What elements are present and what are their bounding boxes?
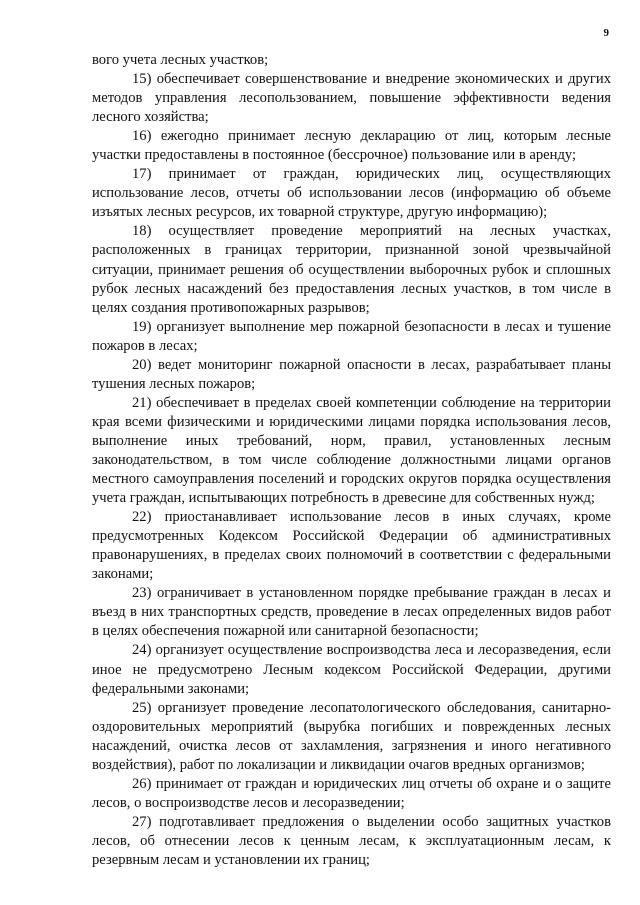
document-body <box>92 51 611 870</box>
paragraph-item-24: 24) организует осуществление воспроизводства леса и лесоразведения, если иное не предусмотрено Лесным кодексом Российской Федерации, другими федеральными законами; <box>92 642 611 697</box>
paragraph-item-16: 16) ежегодно принимает лесную декларацию от лиц, которым лесные участки предоставлены в постоянное (бессрочное) пользование или в аренду; <box>92 128 611 164</box>
paragraph-continuation: вого учета лесных участков; <box>92 52 269 68</box>
paragraph-item-18: 18) осуществляет проведение мероприятий на лесных участках, расположенных в границах территории, признанной зоной чрезвычайной ситуации, принимает решения об осуществлении выборочных рубок и сплошных рубок лесных насаждений без предоставления лесных участков, в том числе в целях создания противопожарных разрывов; <box>92 223 611 316</box>
paragraph-item-21: 21) обеспечивает в пределах своей компетенции соблюдение на территории края всеми физическими и юридическими лицами порядка использования лесов, выполнение иных требований, норм, правил, установленных лесным законодательством, в том числе соблюдение должностными лицами органов местного самоуправления поселений и городских округов порядка осуществления учета граждан, испытывающих потребность в древесине для собственных нужд; <box>92 394 611 507</box>
paragraph-item-27: 27) подготавливает предложения о выделении особо защитных участков лесов, об отнесении лесов к ценным лесам, к эксплуатационным лесам, к резервным лесам и установлении их границ; <box>92 813 611 868</box>
paragraph-item-22: 22) приостанавливает использование лесов в иных случаях, кроме предусмотренных Кодексом Российской Федерации об административных правонарушениях, в пределах своих полномочий в соответствии с федеральными законами; <box>92 509 611 583</box>
paragraph-item-19: 19) организует выполнение мер пожарной безопасности в лесах и тушение пожаров в лесах; <box>92 318 611 354</box>
page-number: 9 <box>603 27 609 39</box>
paragraph-item-15: 15) обеспечивает совершенствование и внедрение экономических и других методов управления лесопользованием, повышение эффективности ведения лесного хозяйства; <box>92 71 611 126</box>
paragraph-item-17: 17) принимает от граждан, юридических лиц, осуществляющих использование лесов, отчеты об использовании лесов (информацию об объеме изъятых лесных ресурсов, их товарной структуре, другую информацию); <box>92 166 611 221</box>
paragraph-item-25: 25) организует проведение лесопатологического обследования, санитарно-оздоровительных мероприятий (вырубка погибших и поврежденных лесных насаждений, очистка лесов от захламления, загрязнения и иного негативного воздействия), работ по локализации и ликвидации очагов вредных организмов; <box>92 699 611 773</box>
paragraph-item-26: 26) принимает от граждан и юридических лиц отчеты об охране и о защите лесов, о воспроизводстве лесов и лесоразведении; <box>92 775 611 811</box>
paragraph-item-20: 20) ведет мониторинг пожарной опасности в лесах, разрабатывает планы тушения лесных пожаров; <box>92 356 611 392</box>
paragraph-item-23: 23) ограничивает в установленном порядке пребывание граждан в лесах и въезд в них транспортных средств, проведение в лесах определенных видов работ в целях обеспечения пожарной или санитарной безопасности; <box>92 585 611 640</box>
